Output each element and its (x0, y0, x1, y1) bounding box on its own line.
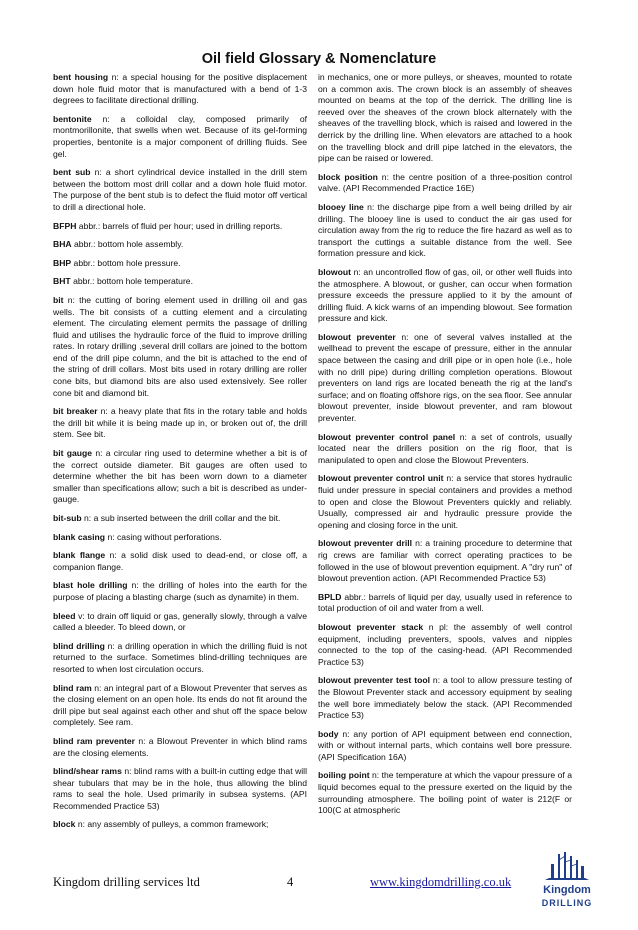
glossary-entry (53, 580, 307, 603)
glossary-term: blind/shear rams (53, 766, 122, 777)
footer-company: Kingdom drilling services ltd (53, 875, 200, 889)
glossary-term: bent sub (53, 167, 91, 178)
glossary-term: BHT (53, 276, 71, 287)
glossary-definition: n: blind rams with a built-in cutting edge that will shear tubulars that may be in the hole, thus allowing the blind rams to seal the hole. Used primarily in subsea systems. (API Recommended Practice 53) (53, 766, 307, 811)
glossary-term: bit (53, 294, 64, 305)
glossary-entry (318, 729, 572, 764)
glossary-term: BHA (53, 239, 72, 250)
glossary-definition: abbr.: barrels of liquid per day, usually used in reference to total production of oil and water from a well. (318, 591, 573, 614)
glossary-definition: abbr.: bottom hole assembly. (74, 239, 184, 250)
glossary-entry (318, 72, 572, 165)
glossary-entry (318, 538, 572, 584)
glossary-definition: n: an uncontrolled flow of gas, oil, or other well fluids into the atmosphere. A blowout, or gusher, can occur when formation pressure exceeds the pressure applied to it by the amount of drilling fluid. A kick warns of an impending blowout. See formation pressure and kick. (318, 266, 572, 324)
page-title: Oil field Glossary & Nomenclature (201, 51, 437, 67)
glossary-definition: n: one of several valves installed at the wellhead to prevent the escape of pressure, either in the annular space between the casing and drill pipe or in open hole (i.e., hole with no drill pipe) during drilling completion operations. Blowout preventers on land rigs are located beneath the rig at the land's surface; and on floating offshore rigs, on the sea floor. See annular blowout preventer, inside blowout preventer, and ram blowout preventer. (318, 331, 573, 424)
glossary-term: blank flange (53, 550, 106, 561)
glossary-term: bit breaker (53, 406, 98, 417)
glossary-definition: n: the temperature at which the vapour pressure of a liquid becomes equal to the pressure exerted on the liquid by the surrounding atmosphere. The boiling point of water is 212(F or 100(C at atmospheric (318, 770, 573, 816)
glossary-term: BHP (53, 257, 72, 268)
glossary-definition: abbr.: barrels of fluid per hour; used in drilling reports. (78, 220, 283, 231)
glossary-term: blowout preventer (318, 331, 396, 342)
glossary-entry (53, 683, 307, 729)
glossary-term: blind ram preventer (53, 735, 136, 746)
glossary-definition: n: the centre position of a three-position control valve. (API Recommended Practice 16E) (318, 171, 572, 194)
glossary-definition: n: the cutting of boring element used in drilling oil and gas wells. The bit consists of a cutting element and a circulating element. The circulating element permits the passage of drilling fluid and utilises the hydraulic force of the fluid to improve drilling rates. In rotary drilling ,several drill collars are joined to the bottom end of the drill pipe column, and the bit is attached to the end of the string of drill collars. Most bits used in rotary drilling are roller cone bits, but diamond bits are also used extensively. See roller cone bit and diamond bit. (53, 294, 308, 398)
glossary-term: blowout preventer control panel (318, 431, 456, 442)
glossary-entry (53, 295, 307, 399)
glossary-entry (318, 432, 572, 467)
glossary-definition: n: any portion of API equipment between end connection, with or without internal parts, which contains well bore pressure. (API Specification 16A) (318, 728, 572, 762)
glossary-entry (53, 276, 307, 288)
glossary-entry (53, 766, 307, 812)
glossary-entry (53, 611, 307, 634)
glossary-term: blowout (318, 266, 351, 277)
glossary-entry (53, 550, 307, 573)
glossary-entry (53, 72, 307, 107)
footer-website-link[interactable]: www.kingdomdrilling.co.uk (370, 875, 512, 889)
glossary-definition: n: a heavy plate that fits in the rotary table and holds the drill bit while it is being made up in, or broken out of, the drill stem. See bit. (53, 406, 307, 440)
glossary-term: blowout preventer test tool (318, 675, 430, 686)
glossary-column-left (53, 72, 307, 838)
glossary-term: BFPH (53, 220, 77, 231)
glossary-entry (53, 258, 307, 270)
glossary-entry (318, 473, 572, 531)
glossary-term: body (318, 728, 339, 739)
glossary-entry (53, 819, 307, 831)
glossary-term: blank casing (53, 531, 106, 542)
glossary-definition: v: to drain off liquid or gas, generally slowly, through a valve called a bleeder. To bleed down, or (53, 610, 307, 633)
glossary-entry (53, 221, 307, 233)
glossary-definition: n: a sub inserted between the drill collar and the bit. (84, 513, 281, 523)
glossary-definition: n: any assembly of pulleys, a common framework; (77, 819, 269, 830)
glossary-definition: n: casing without perforations. (107, 531, 222, 542)
glossary-term: blowout preventer stack (318, 621, 424, 632)
glossary-definition: n: a service that stores hydraulic fluid under pressure in special containers and provides a method to open and close the Blowout Preventers quickly and reliably. Usually, compressed air and hydraulic pressure provide the opening and closing force in the unit. (318, 473, 572, 530)
glossary-definition: n: the discharge pipe from a well being drilled by air drilling. The blooey line is used to conduct the air gas used for circulation away from the rig to reduce the fire hazard as well as to transport the cuttings a suitable distance from the well. See formation pressure and kick. (318, 201, 572, 259)
glossary-term: bit gauge (53, 448, 93, 459)
glossary-term: blind ram (53, 682, 92, 693)
glossary-definition: n: a drilling operation in which the drilling fluid is not returned to the surface. Sometimes blind-drilling techniques are resorted to when lost circulation occurs. (53, 640, 308, 674)
glossary-entry (318, 770, 572, 816)
glossary-entry (53, 448, 307, 506)
glossary-entry (318, 592, 572, 615)
glossary-definition: n: a set of controls, usually located near the drillers position on the rig floor, that is manipulated to open and close the Blowout Preventers. (318, 431, 573, 465)
glossary-definition: n: a tool to allow pressure testing of the Blowout Preventer stack and accessory equipment by sealing the well bore immediately below the stack. (API Recommended Practice 53) (318, 675, 572, 721)
glossary-column-right (318, 72, 572, 824)
glossary-definition: n: a solid disk used to dead-end, or close off, a companion flange. (53, 550, 308, 572)
glossary-entry (318, 332, 572, 425)
glossary-entry (53, 513, 307, 525)
glossary-definition: abbr.: bottom hole pressure. (73, 257, 181, 268)
glossary-term: BPLD (318, 591, 342, 602)
glossary-term: block (53, 819, 76, 830)
glossary-term: block position (318, 171, 378, 182)
glossary-term: blowout preventer control unit (318, 473, 444, 484)
logo-line1: Kingdom (543, 884, 591, 896)
glossary-entry (53, 736, 307, 759)
glossary-term: boiling point (318, 770, 370, 781)
glossary-definition: n: a colloidal clay, composed primarily of montmorillonite, that swells when wet. Because of its gel-forming properties, bentonite is a major component of drilling fluids. See gel. (53, 113, 307, 159)
glossary-definition: n: a Blowout Preventer in which blind rams are the closing elements. (53, 735, 308, 758)
logo-line2: DRILLING (541, 898, 593, 908)
glossary-term: blooey line (318, 201, 364, 212)
glossary-entry (318, 622, 572, 668)
glossary-entry (318, 267, 572, 325)
glossary-definition: n: an integral part of a Blowout Preventer that serves as the closing element on an open hole. Its ends do not fit around the drill pipe but seal against each other and shut off the space below completely. See ram. (53, 682, 307, 728)
glossary-definition: n: a short cylindrical device installed in the drill stem between the bottom most drill collar and a down hole fluid motor. The purpose of the bent stub is to defect the fluid motor off vertical to drill a directional hole. (53, 167, 307, 212)
glossary-term: bit-sub (53, 513, 82, 523)
glossary-entry (53, 114, 307, 160)
glossary-definition: abbr.: bottom hole temperature. (73, 276, 193, 287)
glossary-entry (318, 675, 572, 721)
glossary-definition: n pl: the assembly of well control equipment, including preventers, spools, valves and nipples connected to the top of the casing-head. (API Recommended Practice 53) (318, 621, 572, 667)
glossary-definition: n: the drilling of holes into the earth for the purpose of placing a blasting charge (such as dynamite) in them. (53, 580, 307, 602)
glossary-definition: in mechanics, one or more pulleys, or sheaves, mounted to rotate on a common axis. The crown block is an assembly of sheaves mounted on beams at the top of the derrick. The drilling line is reeved over the sheaves of the crown block alternately with the sheaves of the travelling block, which is raised and lowered in the derrick by the drilling line. When elevators are attached to a hook on the travelling block and drill pipe latched in the elevators, the pipe can be raised or lowered. (318, 72, 572, 164)
glossary-entry (53, 532, 307, 544)
glossary-term: blind drilling (53, 640, 105, 651)
glossary-entry (53, 406, 307, 441)
glossary-entry (318, 202, 572, 260)
glossary-entry (53, 167, 307, 213)
glossary-term: bent housing (53, 72, 109, 82)
glossary-definition: n: a special housing for the positive displacement down hole fluid motor that is manufactured with a bend of 1-3 degrees to facilitate directional drilling. (53, 72, 308, 106)
glossary-term: blast hole drilling (53, 580, 128, 591)
glossary-definition: n: a training procedure to determine that rig crews are familiar with correct operating practices to be followed in the use of blowout prevention equipment. A "dry run" of blowout prevention action. (API Recommended Practice 53) (318, 538, 573, 584)
glossary-term: blowout preventer drill (318, 538, 412, 549)
glossary-entry (53, 641, 307, 676)
glossary-term: bentonite (53, 113, 92, 124)
glossary-entry (318, 172, 572, 195)
kingdom-drilling-logo (535, 852, 599, 914)
glossary-term: bleed (53, 610, 76, 621)
glossary-entry (53, 239, 307, 251)
glossary-definition: n: a circular ring used to determine whether a bit is of the correct outside diameter. Bit gauges are often used to determine whether the bit has been worn down to a diameter smaller than specifications allow; such a bit is described as under-gauge. (53, 448, 307, 505)
footer-page-number: 4 (287, 875, 294, 889)
